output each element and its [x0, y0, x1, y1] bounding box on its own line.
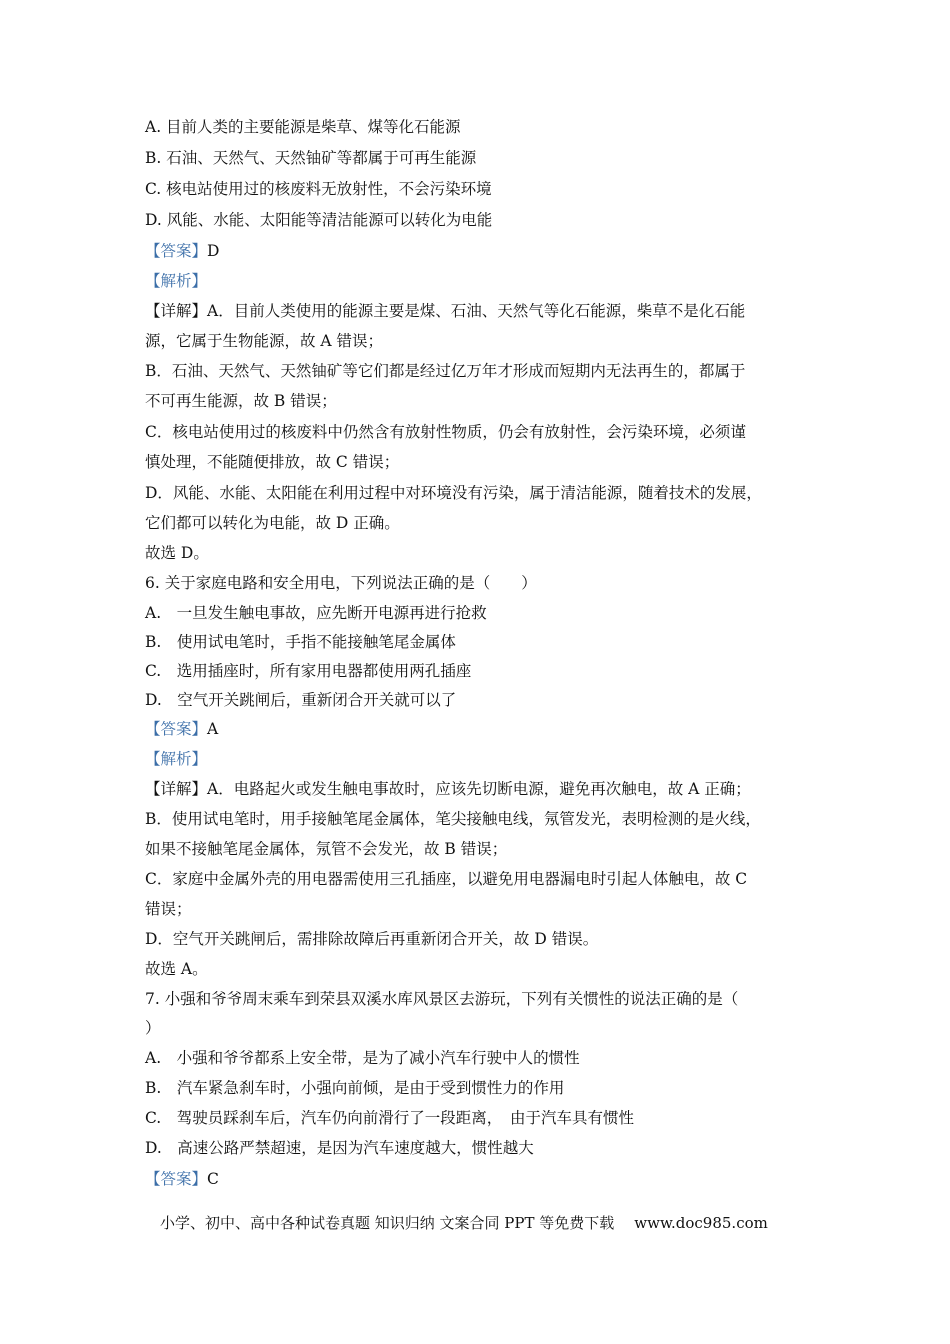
- q6-detail-line1: 【详解】A．电路起火或发生触电事故时，应该先切断电源，避免再次触电，故 A 正确；: [145, 780, 751, 798]
- q5-option-b: B. 石油、天然气、天然铀矿等都属于可再生能源: [145, 149, 477, 167]
- answer-tag: 【答案】: [145, 242, 208, 260]
- q7-option-b: B. 汽车紧急刹车时，小强向前倾，是由于受到惯性力的作用: [145, 1079, 565, 1097]
- q6-option-c: C. 选用插座时，所有家用电器都使用两孔插座: [145, 662, 472, 680]
- q5-detail-d-line2: 它们都可以转化为电能，故 D 正确。: [145, 514, 400, 532]
- q6-answer: [145, 718, 218, 740]
- q7-option-d: D. 高速公路严禁超速，是因为汽车速度越大，惯性越大: [145, 1139, 534, 1157]
- q6-analysis-tag: 【解析】: [145, 750, 208, 768]
- q6-option-d: D. 空气开关跳闸后，重新闭合开关就可以了: [145, 691, 457, 709]
- q5-detail-b-line1: B．石油、天然气、天然铀矿等它们都是经过亿万年才形成而短期内无法再生的，都属于: [145, 362, 746, 380]
- q7-option-c: C. 驾驶员踩刹车后，汽车仍向前滑行了一段距离， 由于汽车具有惯性: [145, 1109, 634, 1127]
- q6-detail-line5: 错误；: [145, 900, 192, 918]
- q6-detail-line6: D．空气开关跳闸后，需排除故障后再重新闭合开关，故 D 错误。: [145, 930, 599, 948]
- q7-stem-line1: 7. 小强和爷爷周末乘车到荣县双溪水库风景区去游玩，下列有关惯性的说法正确的是（: [145, 990, 739, 1008]
- q5-option-a: A. 目前人类的主要能源是柴草、煤等化石能源: [145, 118, 461, 136]
- detail-tag: 【详解】: [145, 780, 208, 798]
- detail-tag: 【详解】: [145, 302, 208, 320]
- answer-value: A: [207, 720, 219, 738]
- q7-option-a: A. 小强和爷爷都系上安全带，是为了减小汽车行驶中人的惯性: [145, 1049, 580, 1067]
- answer-tag: 【答案】: [145, 720, 208, 738]
- q6-conclusion: 故选 A。: [145, 960, 208, 978]
- q5-option-d: D. 风能、水能、太阳能等清洁能源可以转化为电能: [145, 211, 493, 229]
- q6-option-a: A. 一旦发生触电事故，应先断开电源再进行抢救: [145, 604, 487, 622]
- q5-detail-c-line2: 慎处理，不能随便排放，故 C 错误；: [145, 453, 400, 471]
- q6-option-b: B. 使用试电笔时，手指不能接触笔尾金属体: [145, 633, 456, 651]
- q5-detail-c-line1: C．核电站使用过的核废料中仍然含有放射性物质，仍会有放射性，会污染环境，必须谨: [145, 423, 746, 441]
- q7-stem-line2: ）: [145, 1019, 161, 1037]
- answer-value: C: [207, 1170, 219, 1188]
- footer-website: www.doc985.com: [634, 1214, 768, 1232]
- q5-detail-d-line1: D．风能、水能、太阳能在利用过程中对环境没有污染，属于清洁能源，随着技术的发展，: [145, 484, 762, 502]
- q5-option-c: C. 核电站使用过的核废料无放射性，不会污染环境: [145, 180, 492, 198]
- q5-conclusion: 故选 D。: [145, 544, 209, 562]
- footer-text: 小学、初中、高中各种试卷真题 知识归纳 文案合同 PPT 等免费下载: [160, 1214, 615, 1232]
- q6-detail-line4: C．家庭中金属外壳的用电器需使用三孔插座，以避免用电器漏电时引起人体触电，故 C: [145, 870, 748, 888]
- q6-detail-line3: 如果不接触笔尾金属体，氖管不会发光，故 B 错误；: [145, 840, 508, 858]
- answer-value: D: [207, 242, 220, 260]
- q6-detail-line2: B．使用试电笔时，用手接触笔尾金属体，笔尖接触电线，氖管发光，表明检测的是火线，: [145, 810, 761, 828]
- answer-tag: 【答案】: [145, 1170, 208, 1188]
- q5-detail-b-line2: 不可再生能源，故 B 错误；: [145, 392, 337, 410]
- q5-analysis-tag: 【解析】: [145, 272, 208, 290]
- q7-answer: [145, 1168, 219, 1190]
- q5-answer: [145, 240, 219, 262]
- q5-detail-a-line2: 源，它属于生物能源，故 A 错误；: [145, 332, 384, 350]
- q6-stem: 6. 关于家庭电路和安全用电，下列说法正确的是（ ）: [145, 574, 537, 592]
- page-footer: [160, 1212, 768, 1233]
- q5-detail-a-line1: 【详解】A．目前人类使用的能源主要是煤、石油、天然气等化石能源，柴草不是化石能: [145, 302, 746, 320]
